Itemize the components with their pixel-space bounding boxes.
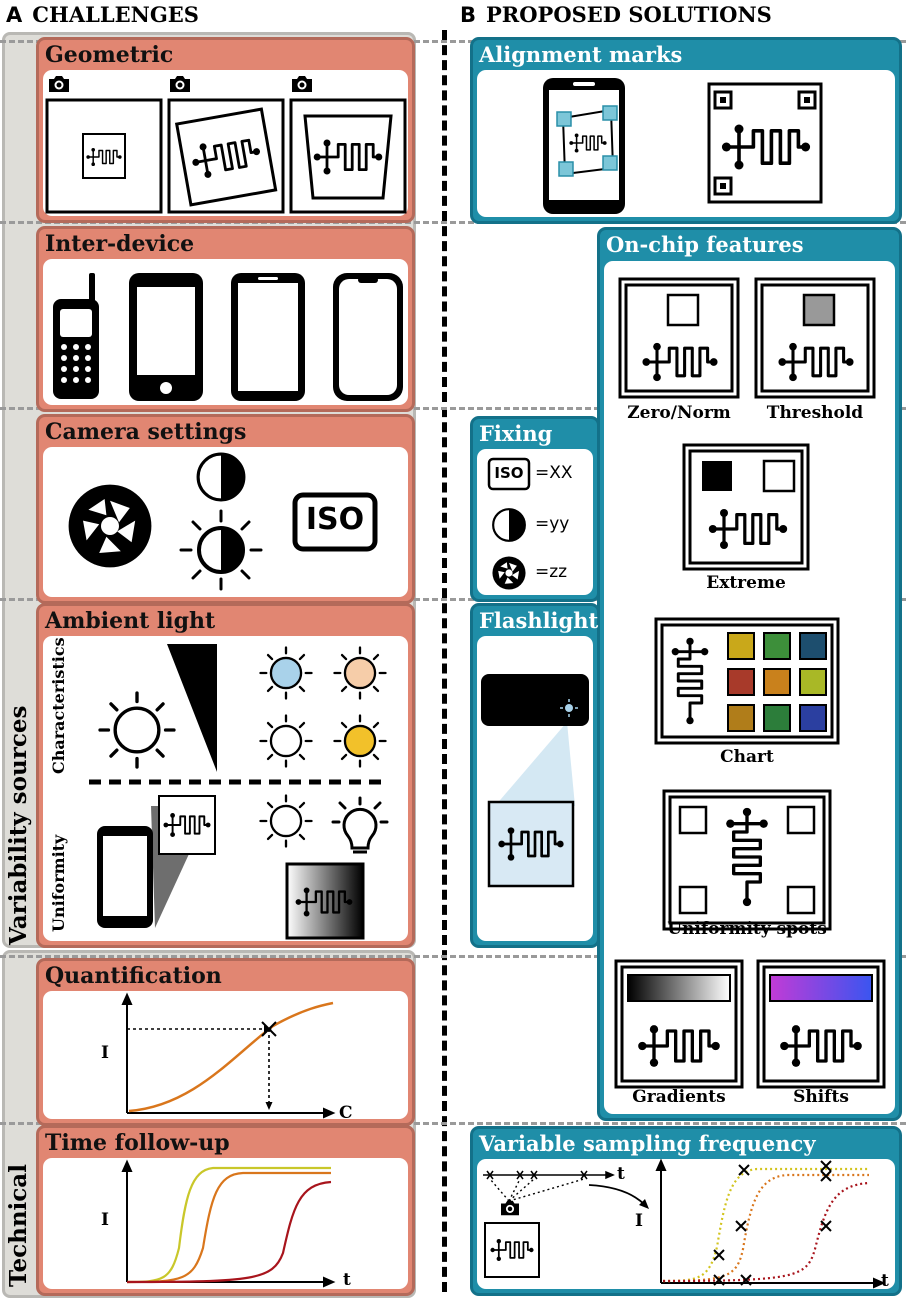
sun-yellow-icon bbox=[334, 715, 385, 766]
section-a-header bbox=[6, 2, 199, 27]
zero-norm-chip bbox=[620, 279, 738, 397]
chart-color-swatch bbox=[728, 669, 754, 695]
chart-color-swatch bbox=[800, 633, 826, 659]
phone-scan-icon bbox=[543, 78, 625, 214]
camera-icon bbox=[49, 76, 69, 92]
sampling-timeline-label: t bbox=[617, 1164, 625, 1184]
chart-color-swatch bbox=[764, 705, 790, 731]
quantification-panel bbox=[36, 958, 415, 1126]
quantification-plot bbox=[43, 991, 408, 1119]
sun-icon bbox=[100, 693, 174, 767]
extreme-label: Extreme bbox=[706, 573, 786, 593]
devices-illustration bbox=[43, 259, 408, 405]
flashlight-panel bbox=[470, 603, 600, 948]
alignment-marks-panel bbox=[470, 37, 902, 224]
onchip-features-illustration bbox=[604, 261, 895, 1114]
time-x-axis-label: t bbox=[343, 1270, 351, 1290]
characteristics-label: Characteristics bbox=[49, 637, 68, 774]
sampling-curve-orange bbox=[663, 1175, 869, 1281]
light-beam bbox=[495, 722, 575, 806]
sun-outline-icon bbox=[260, 795, 311, 846]
chip-with-marks-icon bbox=[709, 84, 821, 202]
quant-y-axis-label: I bbox=[101, 1043, 109, 1063]
chart-color-swatch bbox=[728, 705, 754, 731]
variable-sampling-title: Variable sampling frequency bbox=[479, 1131, 816, 1156]
inter-device-title: Inter-device bbox=[45, 231, 195, 257]
phone-back-icon bbox=[481, 674, 589, 726]
ambient-light-panel bbox=[36, 603, 415, 948]
alignment-marks-illustration bbox=[477, 70, 895, 217]
sun-neutral-icon bbox=[260, 715, 311, 766]
technical-label: Technical bbox=[5, 1164, 32, 1287]
camera-icon bbox=[501, 1201, 519, 1215]
curve-red bbox=[127, 1182, 331, 1282]
extreme-chip bbox=[684, 445, 808, 569]
threshold-chip bbox=[756, 279, 874, 397]
section-b-letter: B bbox=[460, 3, 477, 27]
sampling-x-axis-label: t bbox=[881, 1271, 889, 1291]
time-followup-plot bbox=[43, 1158, 408, 1289]
zero-norm-label: Zero/Norm bbox=[627, 403, 731, 423]
shifts-chip bbox=[758, 961, 884, 1087]
ambient-light-illustration bbox=[43, 636, 408, 941]
flashlight-title: Flashlight bbox=[479, 608, 599, 633]
ambient-light-title: Ambient light bbox=[45, 608, 216, 634]
chart-color-swatch bbox=[800, 669, 826, 695]
uniformity-spots-chip bbox=[664, 791, 830, 929]
smartphone-thin-bezel-icon bbox=[231, 273, 305, 401]
onchip-features-panel bbox=[597, 227, 902, 1121]
chart-label: Chart bbox=[720, 747, 774, 767]
geometric-panel bbox=[36, 37, 415, 223]
sample-markers bbox=[714, 1161, 831, 1285]
curve-orange bbox=[127, 1173, 331, 1282]
sampling-curve-red bbox=[663, 1183, 869, 1281]
calibration-curve bbox=[129, 1003, 333, 1111]
aperture-small-icon bbox=[492, 556, 525, 589]
time-followup-panel bbox=[36, 1125, 415, 1296]
threshold-label: Threshold bbox=[766, 403, 864, 423]
camera-icon bbox=[292, 76, 312, 92]
time-followup-title: Time follow-up bbox=[45, 1130, 230, 1156]
variable-sampling-illustration bbox=[477, 1159, 895, 1289]
fixing-iso-value: =XX bbox=[535, 463, 573, 483]
intensity-wedge bbox=[167, 644, 217, 772]
contrast-icon bbox=[198, 454, 244, 500]
section-b-title: PROPOSED SOLUTIONS bbox=[486, 2, 772, 27]
contrast-small-icon bbox=[493, 509, 525, 541]
section-b-header bbox=[460, 2, 772, 27]
section-a-letter: A bbox=[6, 3, 23, 27]
iso-badge-label: ISO bbox=[305, 502, 365, 537]
center-divider bbox=[442, 30, 447, 1292]
chart-color-swatch bbox=[764, 669, 790, 695]
quant-x-axis-label: C bbox=[339, 1103, 353, 1123]
flashlight-illustration bbox=[477, 636, 593, 941]
fixing-title: Fixing bbox=[479, 421, 553, 446]
camera-icon bbox=[170, 76, 190, 92]
aperture-icon bbox=[69, 485, 152, 568]
shifts-label: Shifts bbox=[793, 1087, 849, 1107]
chart-color-swatch bbox=[800, 705, 826, 731]
geometric-title: Geometric bbox=[45, 42, 174, 68]
sun-cool-icon bbox=[260, 647, 311, 698]
sampling-y-axis-label: I bbox=[635, 1211, 643, 1231]
fixing-contrast-value: =yy bbox=[535, 514, 570, 534]
fixing-panel bbox=[470, 416, 600, 602]
quantification-title: Quantification bbox=[45, 963, 222, 989]
variable-sampling-panel bbox=[470, 1126, 902, 1296]
chart-color-swatch bbox=[728, 633, 754, 659]
sampling-curve-yellow bbox=[663, 1169, 869, 1281]
fixing-aperture-value: =zz bbox=[535, 562, 568, 582]
onchip-features-title: On-chip features bbox=[606, 232, 804, 257]
chart-chip bbox=[656, 619, 838, 743]
camera-settings-panel bbox=[36, 414, 415, 604]
sun-warm-icon bbox=[334, 647, 385, 698]
brightness-icon bbox=[181, 511, 261, 589]
geometric-illustration bbox=[43, 70, 408, 216]
variability-sources-label: Variability sources bbox=[5, 705, 32, 945]
uniformity-label: Uniformity bbox=[49, 834, 68, 932]
chart-color-swatch bbox=[764, 633, 790, 659]
fixing-iso-label: ISO bbox=[494, 464, 524, 482]
time-y-axis-label: I bbox=[101, 1210, 109, 1230]
inter-device-panel bbox=[36, 226, 415, 412]
smartphone-fullscreen-icon bbox=[333, 273, 403, 401]
alignment-marks-title: Alignment marks bbox=[479, 42, 683, 67]
section-a-title: CHALLENGES bbox=[32, 2, 199, 27]
feature-phone-icon bbox=[53, 273, 99, 399]
light-bulb-icon bbox=[333, 798, 387, 852]
gradients-chip bbox=[616, 961, 742, 1087]
gradients-label: Gradients bbox=[632, 1087, 726, 1107]
uniformity-spots-label: Uniformity spots bbox=[667, 919, 827, 939]
camera-settings-title: Camera settings bbox=[45, 419, 247, 445]
phone-shadow-icon bbox=[97, 796, 215, 928]
smartphone-home-button-icon bbox=[129, 273, 203, 401]
curve-yellow bbox=[127, 1168, 331, 1282]
